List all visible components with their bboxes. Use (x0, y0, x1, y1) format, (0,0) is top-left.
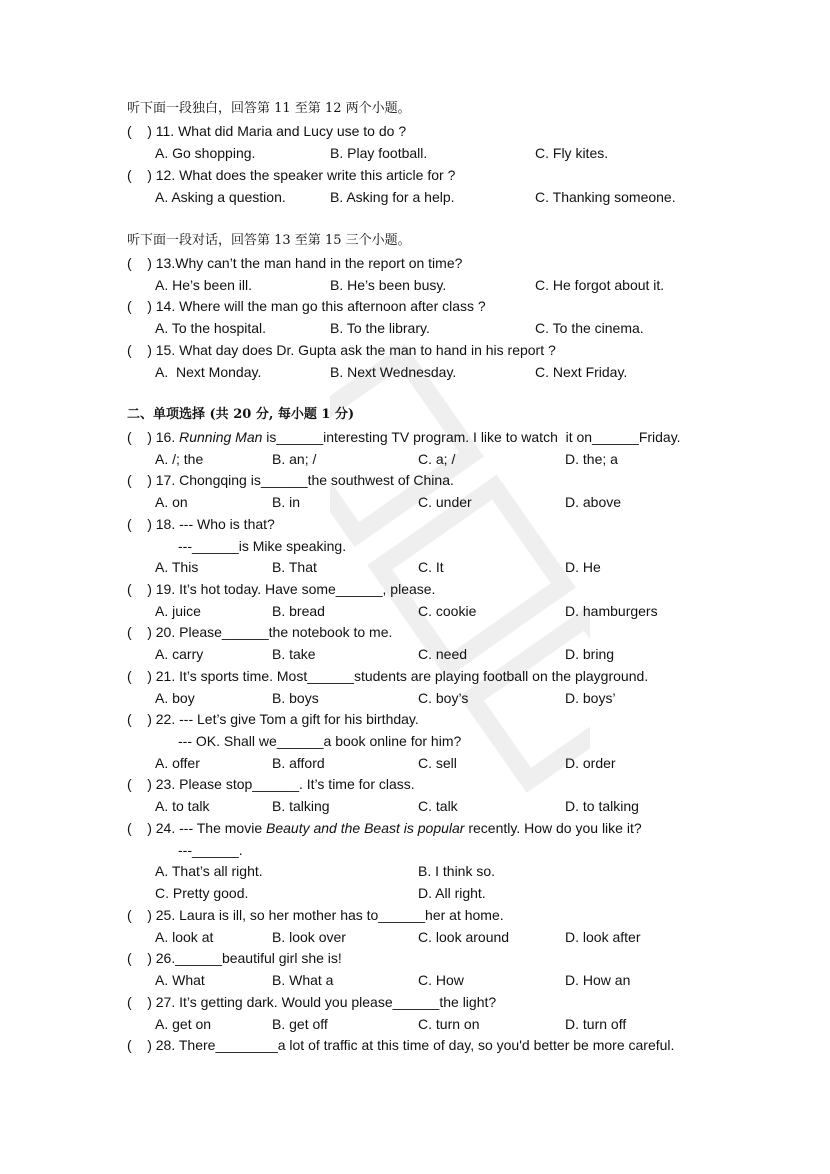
q24-line2: ---______. (178, 842, 243, 858)
q25-option-a: A. look at (155, 929, 214, 945)
q11-option-b: B. Play football. (330, 145, 428, 161)
q24-option-b: B. I think so. (418, 863, 496, 879)
q15-option-c: C. Next Friday. (535, 364, 628, 380)
q15-option-a: A. Next Monday. (155, 364, 262, 380)
q27-option-c: C. turn on (418, 1016, 480, 1032)
q19-option-a: A. juice (155, 603, 201, 619)
q27-option-d: D. turn off (565, 1016, 627, 1032)
q16-title-italic: Running Man (179, 429, 263, 445)
q22-line2: --- OK. Shall we______a book online for him? (178, 733, 462, 749)
question-19: ( ) 19. It’s hot today. Have some______, please. (127, 581, 436, 597)
question-26: ( ) 26.______beautiful girl she is! (127, 950, 342, 966)
q21-option-d: D. boys’ (565, 690, 616, 706)
q16-option-a: A. /; the (155, 451, 204, 467)
q11-option-c: C. Fly kites. (535, 145, 609, 161)
q22-option-d: D. order (565, 755, 616, 771)
q13-option-a: A. He’s been ill. (155, 277, 253, 293)
q18-option-c: C. It (418, 559, 444, 575)
section-heading-single-choice: 二、单项选择 (共 20 分, 每小题 1 分) (127, 407, 355, 422)
q14-option-b: B. To the library. (330, 320, 430, 336)
q14-option-a: A. To the hospital. (155, 320, 267, 336)
q17-option-c: C. under (418, 494, 472, 510)
q25-option-c: C. look around (418, 929, 510, 945)
q11-option-a: A. Go shopping. (155, 145, 256, 161)
question-15: ( ) 15. What day does Dr. Gupta ask the man to hand in his report ? (127, 342, 556, 358)
q19-option-d: D. hamburgers (565, 603, 658, 619)
q17-option-b: B. in (272, 494, 301, 510)
q21-option-a: A. boy (155, 690, 195, 706)
q24-text: recently. How do you like it? (464, 820, 642, 836)
q18-option-d: D. He (565, 559, 601, 575)
q16-option-c: C. a; / (418, 451, 456, 467)
q25-option-d: D. look after (565, 929, 641, 945)
question-24 (127, 818, 642, 838)
q20-option-a: A. carry (155, 646, 204, 662)
q20-option-c: C. need (418, 646, 468, 662)
q19-option-b: B. bread (272, 603, 325, 619)
q14-option-c: C. To the cinema. (535, 320, 644, 336)
q27-option-a: A. get on (155, 1016, 212, 1032)
q13-option-b: B. He’s been busy. (330, 277, 447, 293)
q22-option-a: A. offer (155, 755, 200, 771)
q26-option-c: C. How (418, 972, 464, 988)
q18-line2: ---______is Mike speaking. (178, 538, 347, 554)
question-12: ( ) 12. What does the speaker write this article for ? (127, 167, 456, 183)
question-14: ( ) 14. Where will the man go this afternoon after class ? (127, 298, 486, 314)
question-17: ( ) 17. Chongqing is______the southwest of China. (127, 472, 454, 488)
q23-option-d: D. to talking (565, 798, 639, 814)
question-16 (127, 427, 681, 447)
q16-text: is______interesting TV program. I like to watch it on______Friday. (262, 429, 681, 445)
question-25: ( ) 25. Laura is ill, so her mother has to______her at home. (127, 907, 504, 923)
q16-option-b: B. an; / (272, 451, 317, 467)
q17-option-d: D. above (565, 494, 622, 510)
question-20: ( ) 20. Please______the notebook to me. (127, 624, 393, 640)
question-11: ( ) 11. What did Maria and Lucy use to do ? (127, 123, 407, 139)
question-27: ( ) 27. It’s getting dark. Would you please______the light? (127, 994, 497, 1010)
q16-option-d: D. the; a (565, 451, 618, 467)
q15-option-b: B. Next Wednesday. (330, 364, 457, 380)
q16-number: ( ) 16. (127, 429, 180, 445)
q26-option-b: B. What a (272, 972, 334, 988)
section-heading-dialogue: 听下面一段对话，回答第 13 至第 15 三个小题。 (127, 233, 411, 248)
q18-option-a: A. This (155, 559, 199, 575)
q23-option-c: C. talk (418, 798, 458, 814)
q12-option-a: A. Asking a question. (155, 189, 286, 205)
q21-option-c: C. boy’s (418, 690, 469, 706)
question-18: ( ) 18. --- Who is that? (127, 516, 275, 532)
q24-option-d: D. All right. (418, 885, 486, 901)
question-28: ( ) 28. There________a lot of traffic at this time of day, so you'd better be more careful. (127, 1037, 675, 1053)
q24-number: ( ) 24. --- The movie (127, 820, 266, 836)
q24-option-a: A. That’s all right. (155, 863, 263, 879)
q19-option-c: C. cookie (418, 603, 477, 619)
q22-option-c: C. sell (418, 755, 457, 771)
q22-option-b: B. afford (272, 755, 325, 771)
q18-option-b: B. That (272, 559, 317, 575)
question-22: ( ) 22. --- Let’s give Tom a gift for his birthday. (127, 711, 419, 727)
q23-option-a: A. to talk (155, 798, 210, 814)
question-23: ( ) 23. Please stop______. It’s time for class. (127, 776, 415, 792)
q26-option-d: D. How an (565, 972, 631, 988)
question-21: ( ) 21. It’s sports time. Most______students are playing football on the playground. (127, 668, 649, 684)
q27-option-b: B. get off (272, 1016, 328, 1032)
q24-title-italic: Beauty and the Beast is popular (266, 820, 465, 836)
q20-option-b: B. take (272, 646, 316, 662)
q24-option-c: C. Pretty good. (155, 885, 249, 901)
section-heading-monologue: 听下面一段独白，回答第 11 至第 12 两个小题。 (127, 101, 411, 116)
q12-option-c: C. Thanking someone. (535, 189, 676, 205)
q21-option-b: B. boys (272, 690, 319, 706)
q12-option-b: B. Asking for a help. (330, 189, 455, 205)
q26-option-a: A. What (155, 972, 205, 988)
q13-option-c: C. He forgot about it. (535, 277, 665, 293)
q23-option-b: B. talking (272, 798, 330, 814)
q17-option-a: A. on (155, 494, 188, 510)
q25-option-b: B. look over (272, 929, 346, 945)
question-13: ( ) 13.Why can’t the man hand in the report on time? (127, 255, 463, 271)
q20-option-d: D. bring (565, 646, 615, 662)
